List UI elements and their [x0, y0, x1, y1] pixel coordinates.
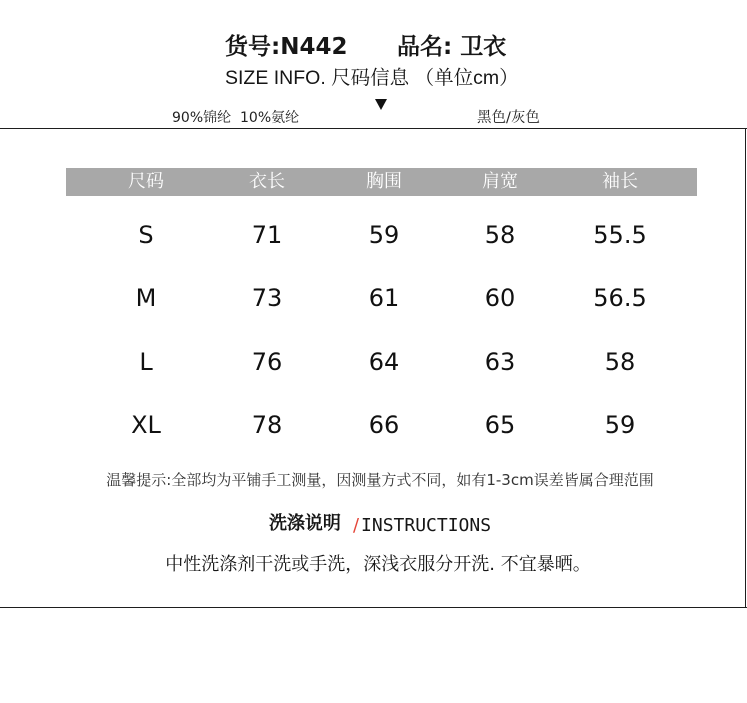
shoulder-value: 60: [484, 284, 516, 312]
column-header-length: 衣长: [249, 171, 285, 192]
instructions-label-en: INSTRUCTIONS: [361, 515, 492, 536]
chest-value: 64: [368, 348, 400, 376]
frame-top-line: [0, 128, 747, 129]
table-row: [0, 409, 747, 441]
column-header-chest: 胸围: [366, 171, 402, 192]
sleeve-value: 56.5: [593, 284, 647, 312]
item-number: 货号:N442: [225, 34, 348, 60]
product-name: 品名: 卫衣: [397, 34, 507, 60]
washing-instructions-text: 中性洗涤剂干洗或手洗，深浅衣服分开洗. 不宜暴晒。: [165, 554, 591, 575]
column-header-shoulder: 肩宽: [482, 171, 518, 192]
frame-bottom-line: [0, 607, 747, 608]
length-value: 78: [251, 411, 283, 439]
chest-value: 61: [368, 284, 400, 312]
size-label: L: [139, 348, 153, 376]
sleeve-value: 58: [604, 348, 636, 376]
chest-value: 66: [368, 411, 400, 439]
color-options-text: 黑色/灰色: [477, 110, 540, 126]
table-header-row: [0, 168, 747, 196]
column-header-size: 尺码: [128, 171, 164, 192]
table-row: [0, 282, 747, 314]
chest-value: 59: [368, 221, 400, 249]
shoulder-value: 58: [484, 221, 516, 249]
size-label: M: [135, 284, 157, 312]
table-row: [0, 346, 747, 378]
length-value: 71: [251, 221, 283, 249]
down-triangle-icon: [375, 99, 387, 110]
sleeve-value: 55.5: [593, 221, 647, 249]
instructions-separator: /: [352, 515, 360, 536]
sleeve-value: 59: [604, 411, 636, 439]
length-value: 73: [251, 284, 283, 312]
size-info-heading: SIZE INFO. 尺码信息 （单位cm）: [225, 67, 519, 89]
instructions-label: 洗涤说明: [268, 513, 341, 534]
table-row: [0, 219, 747, 251]
material-text: 90%锦纶 10%氨纶: [172, 110, 300, 126]
column-header-sleeve: 袖长: [602, 171, 638, 192]
shoulder-value: 63: [484, 348, 516, 376]
size-label: S: [138, 221, 154, 249]
instructions-heading: [30, 511, 730, 537]
measurement-note: 温馨提示:全部均为平铺手工测量，因测量方式不同，如有1-3cm误差皆属合理范围: [106, 471, 654, 489]
size-label: XL: [131, 411, 161, 439]
length-value: 76: [251, 348, 283, 376]
shoulder-value: 65: [484, 411, 516, 439]
